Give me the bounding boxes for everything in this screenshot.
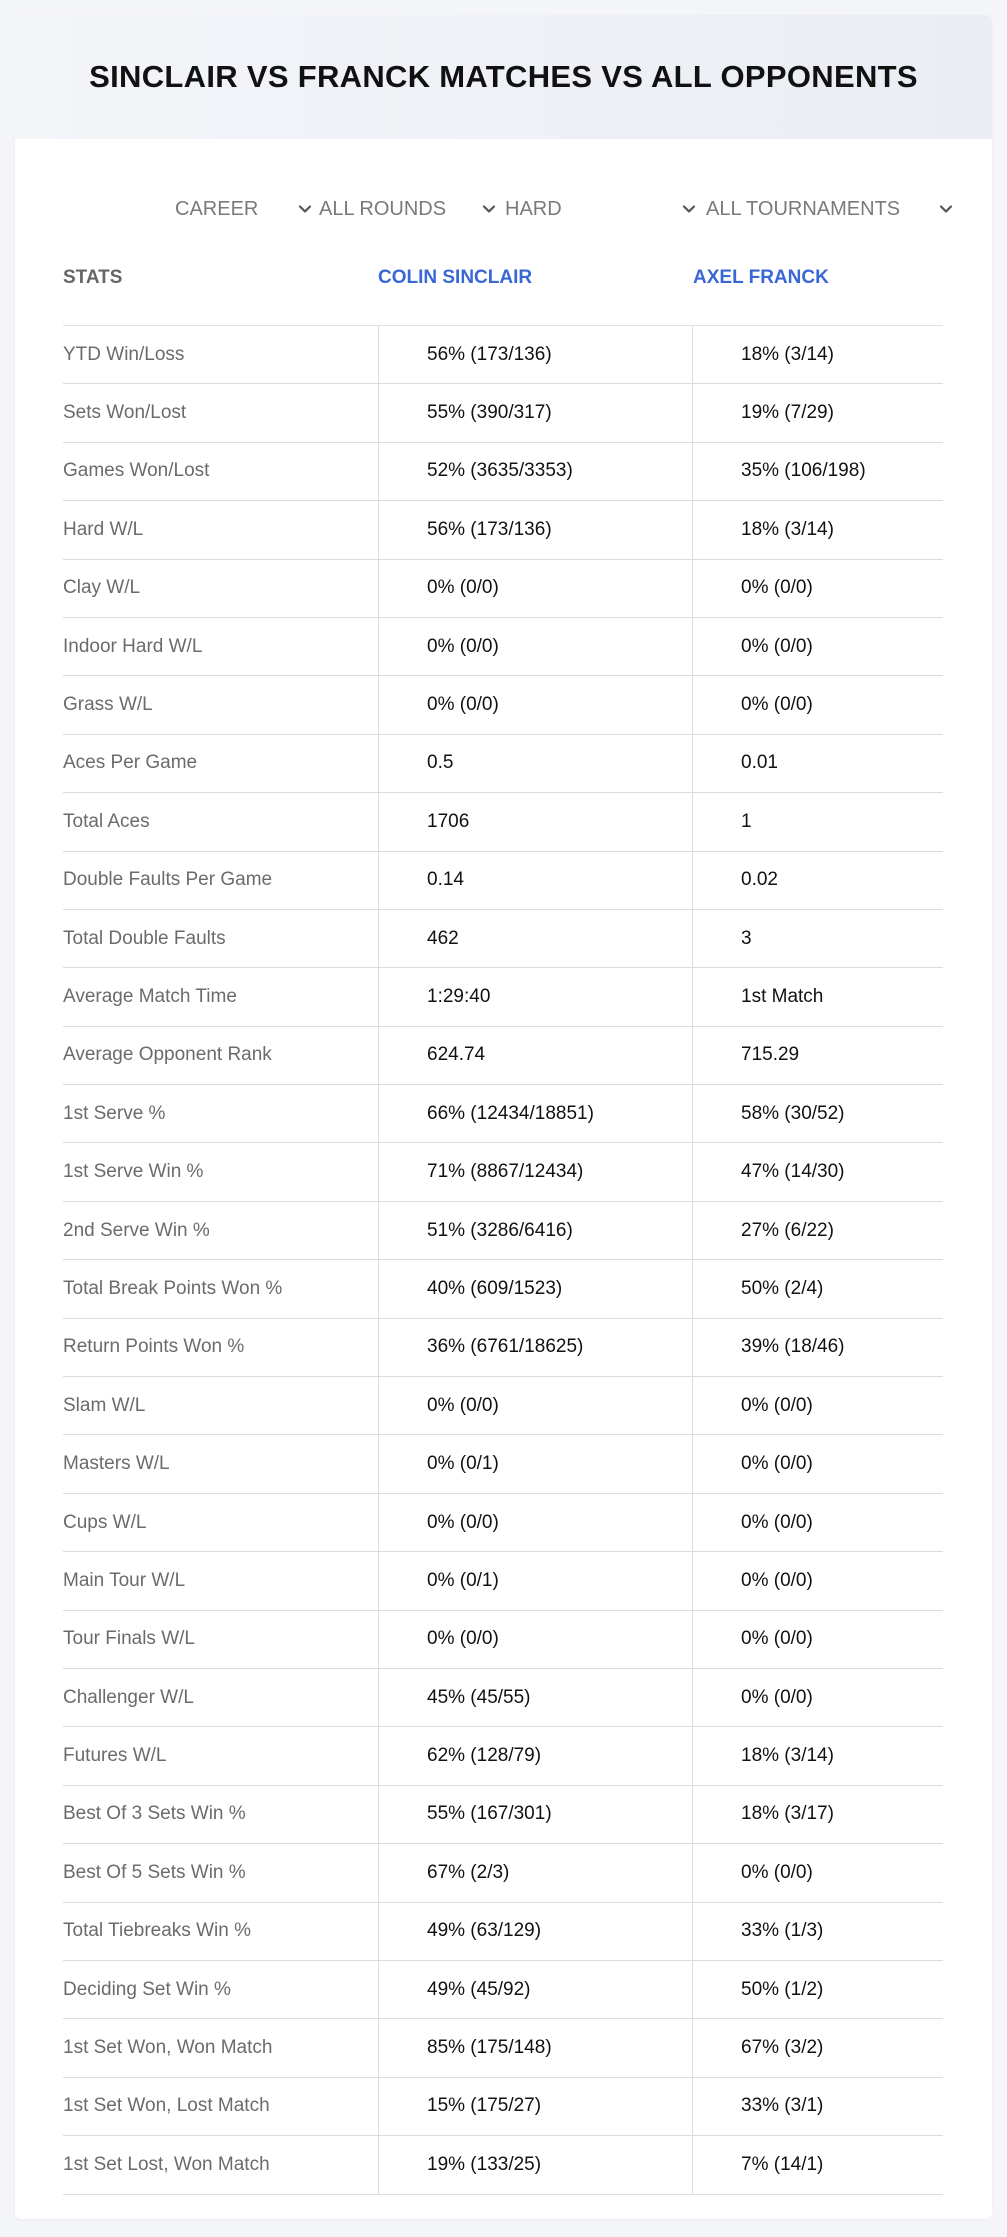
surface-select[interactable]: [505, 189, 699, 229]
table-row: [63, 1085, 943, 1143]
surface-select-value: HARD: [505, 197, 562, 220]
table-row: [63, 1727, 943, 1785]
table-row: [63, 326, 943, 384]
stat-label: Games Won/Lost: [63, 460, 210, 482]
stat-label: 1st Set Won, Lost Match: [63, 2095, 270, 2117]
player1-value: 40% (609/1523): [378, 1260, 692, 1317]
stat-label: Clay W/L: [63, 577, 141, 599]
player1-value: 49% (45/92): [378, 1961, 692, 2018]
table-row: [63, 2078, 943, 2136]
player1-value: 71% (8867/12434): [378, 1143, 692, 1200]
player2-value: 39% (18/46): [692, 1319, 943, 1376]
stat-label: Hard W/L: [63, 518, 144, 540]
stat-label: Grass W/L: [63, 694, 153, 716]
table-row: [63, 1494, 943, 1552]
player2-value: 58% (30/52): [692, 1085, 943, 1142]
player2-value: 50% (1/2): [692, 1961, 943, 2018]
stat-label: 1st Serve %: [63, 1102, 166, 1124]
player2-value: 18% (3/14): [692, 326, 943, 383]
player1-value: 51% (3286/6416): [378, 1202, 692, 1259]
table-row: [63, 1027, 943, 1085]
table-row: [63, 910, 943, 968]
tournament-select-value: ALL TOURNAMENTS: [706, 197, 901, 220]
player2-value: 50% (2/4): [692, 1260, 943, 1317]
player2-value: 18% (3/14): [692, 1727, 943, 1784]
player2-value: 0% (0/0): [692, 560, 943, 617]
player1-value: 67% (2/3): [378, 1844, 692, 1901]
table-row: [63, 1961, 943, 2019]
stat-label: Cups W/L: [63, 1511, 147, 1533]
table-row: [63, 1377, 943, 1435]
player2-value: 33% (3/1): [692, 2078, 943, 2135]
stat-label: Slam W/L: [63, 1394, 146, 1416]
chevron-down-icon: [679, 199, 699, 219]
player1-value: 0% (0/1): [378, 1552, 692, 1609]
table-row: [63, 384, 943, 442]
stat-label: Indoor Hard W/L: [63, 635, 203, 657]
player2-value: 67% (3/2): [692, 2019, 943, 2076]
player2-value: 0% (0/0): [692, 1377, 943, 1434]
tournament-select[interactable]: [706, 189, 956, 229]
stat-label: Total Tiebreaks Win %: [63, 1920, 251, 1942]
table-row: [63, 852, 943, 910]
stat-label: Masters W/L: [63, 1453, 170, 1475]
player2-value: 0% (0/0): [692, 1611, 943, 1668]
player1-value: 56% (173/136): [378, 501, 692, 558]
stat-label: Total Aces: [63, 810, 150, 832]
player1-value: 55% (167/301): [378, 1786, 692, 1843]
table-row: [63, 501, 943, 559]
stat-label: Best Of 3 Sets Win %: [63, 1803, 246, 1825]
player1-value: 0% (0/0): [378, 676, 692, 733]
player2-value: 0% (0/0): [692, 618, 943, 675]
player2-value: 0% (0/0): [692, 676, 943, 733]
player2-value: 35% (106/198): [692, 443, 943, 500]
table-row: [63, 1143, 943, 1201]
player1-value: 85% (175/148): [378, 2019, 692, 2076]
stat-label: Best Of 5 Sets Win %: [63, 1861, 246, 1883]
table-row: [63, 1435, 943, 1493]
chevron-down-icon: [479, 199, 499, 219]
player2-value: 18% (3/14): [692, 501, 943, 558]
stat-label: Total Break Points Won %: [63, 1277, 283, 1299]
page-header: [15, 15, 992, 139]
player1-value: 45% (45/55): [378, 1669, 692, 1726]
table-row: [63, 1786, 943, 1844]
player2-value: 33% (1/3): [692, 1903, 943, 1960]
table-row: [63, 735, 943, 793]
player2-value: 1st Match: [692, 968, 943, 1025]
player2-value: 0.02: [692, 852, 943, 909]
table-row: [63, 1260, 943, 1318]
stat-label: Futures W/L: [63, 1745, 167, 1767]
stat-label: Average Opponent Rank: [63, 1044, 272, 1066]
table-body: [63, 326, 943, 2195]
player2-value: 0% (0/0): [692, 1552, 943, 1609]
stats-card: [15, 15, 992, 2219]
stat-label: Total Double Faults: [63, 927, 226, 949]
player1-value: 0% (0/0): [378, 1494, 692, 1551]
player1-value: 0.5: [378, 735, 692, 792]
stats-table: [63, 253, 943, 2195]
player2-value: 1: [692, 793, 943, 850]
table-row: [63, 1844, 943, 1902]
table-row: [63, 793, 943, 851]
stats-column-header: STATS: [63, 267, 123, 288]
table-row: [63, 968, 943, 1026]
table-row: [63, 443, 943, 501]
player2-value: 47% (14/30): [692, 1143, 943, 1200]
stat-label: Main Tour W/L: [63, 1569, 186, 1591]
stat-label: YTD Win/Loss: [63, 343, 185, 365]
period-select[interactable]: [175, 189, 315, 229]
player1-value: 0% (0/0): [378, 1611, 692, 1668]
stat-label: Deciding Set Win %: [63, 1978, 231, 2000]
table-row: [63, 560, 943, 618]
stat-label: 1st Serve Win %: [63, 1161, 204, 1183]
player1-value: 56% (173/136): [378, 326, 692, 383]
stat-label: Tour Finals W/L: [63, 1628, 195, 1650]
table-row: [63, 1903, 943, 1961]
table-row: [63, 1611, 943, 1669]
player1-column-header[interactable]: COLIN SINCLAIR: [378, 267, 533, 288]
player1-value: 19% (133/25): [378, 2136, 692, 2193]
table-row: [63, 2019, 943, 2077]
table-header: [63, 253, 943, 326]
player1-value: 15% (175/27): [378, 2078, 692, 2135]
page-title: SINCLAIR VS FRANCK MATCHES VS ALL OPPONENTS: [89, 59, 918, 94]
player2-value: 0.01: [692, 735, 943, 792]
player2-value: 0% (0/0): [692, 1494, 943, 1551]
player1-value: 0% (0/0): [378, 560, 692, 617]
period-select-value: CAREER: [175, 197, 259, 220]
table-row: [63, 1202, 943, 1260]
round-select[interactable]: [319, 189, 499, 229]
player1-value: 462: [378, 910, 692, 967]
player1-value: 0% (0/0): [378, 1377, 692, 1434]
player2-value: 27% (6/22): [692, 1202, 943, 1259]
player2-value: 0% (0/0): [692, 1669, 943, 1726]
player1-value: 0% (0/1): [378, 1435, 692, 1492]
player1-value: 0% (0/0): [378, 618, 692, 675]
player2-value: 715.29: [692, 1027, 943, 1084]
table-row: [63, 676, 943, 734]
table-row: [63, 1552, 943, 1610]
chevron-down-icon: [936, 199, 956, 219]
stat-label: Sets Won/Lost: [63, 402, 187, 424]
table-row: [63, 1319, 943, 1377]
table-row: [63, 2136, 943, 2194]
player1-value: 0.14: [378, 852, 692, 909]
stat-label: Double Faults Per Game: [63, 869, 273, 891]
chevron-down-icon: [295, 199, 315, 219]
player2-value: 0% (0/0): [692, 1435, 943, 1492]
filter-bar: [15, 189, 992, 229]
stat-label: 1st Set Won, Won Match: [63, 2037, 273, 2059]
player1-value: 1:29:40: [378, 968, 692, 1025]
player1-value: 52% (3635/3353): [378, 443, 692, 500]
player2-value: 3: [692, 910, 943, 967]
player2-column-header[interactable]: AXEL FRANCK: [693, 267, 829, 288]
player1-value: 62% (128/79): [378, 1727, 692, 1784]
player1-value: 36% (6761/18625): [378, 1319, 692, 1376]
stat-label: Average Match Time: [63, 985, 237, 1007]
stat-label: Challenger W/L: [63, 1686, 194, 1708]
player1-value: 55% (390/317): [378, 384, 692, 441]
table-row: [63, 1669, 943, 1727]
round-select-value: ALL ROUNDS: [319, 197, 447, 220]
stat-label: 2nd Serve Win %: [63, 1219, 210, 1241]
player1-value: 66% (12434/18851): [378, 1085, 692, 1142]
player1-value: 624.74: [378, 1027, 692, 1084]
player1-value: 49% (63/129): [378, 1903, 692, 1960]
player2-value: 7% (14/1): [692, 2136, 943, 2193]
player2-value: 0% (0/0): [692, 1844, 943, 1901]
player2-value: 19% (7/29): [692, 384, 943, 441]
stat-label: Return Points Won %: [63, 1336, 245, 1358]
player1-value: 1706: [378, 793, 692, 850]
table-row: [63, 618, 943, 676]
stat-label: Aces Per Game: [63, 752, 198, 774]
stat-label: 1st Set Lost, Won Match: [63, 2153, 270, 2175]
player2-value: 18% (3/17): [692, 1786, 943, 1843]
